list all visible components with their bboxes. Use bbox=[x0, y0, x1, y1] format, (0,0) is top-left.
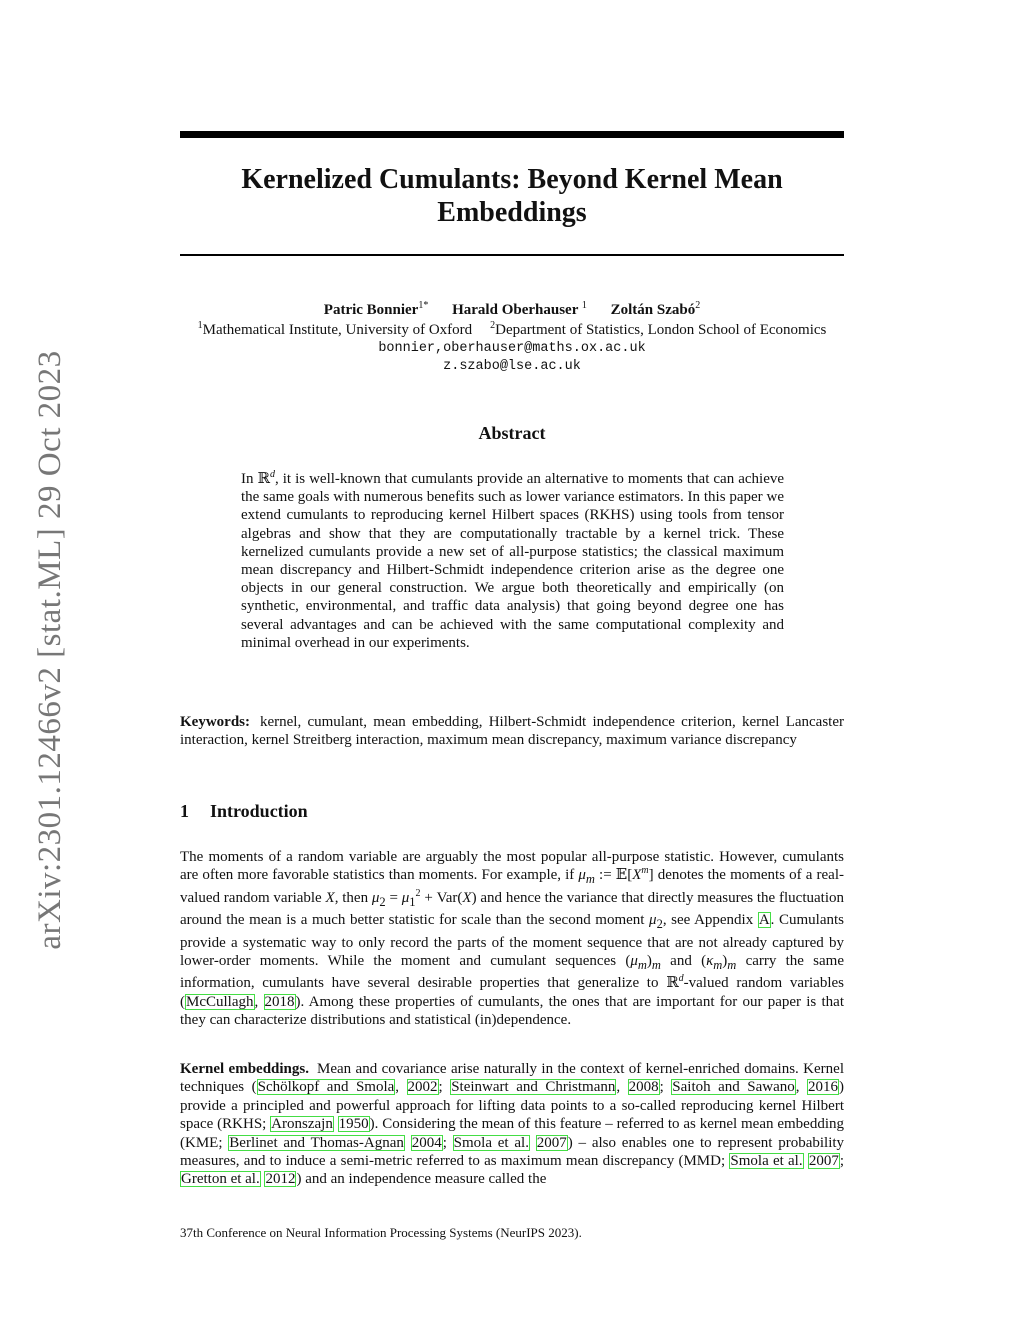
title-line-2: Embeddings bbox=[437, 197, 587, 228]
citation-steinwart-christmann[interactable]: Steinwart and Christmann bbox=[451, 1079, 616, 1096]
citation-aronszajn-year[interactable]: 1950 bbox=[338, 1116, 369, 1133]
conference-footnote: 37th Conference on Neural Information Processing Systems (NeurIPS 2023). bbox=[180, 1225, 582, 1240]
citation-appendix-a[interactable]: A bbox=[758, 912, 770, 929]
citation-mccullagh[interactable]: McCullagh bbox=[186, 993, 254, 1010]
abstract-body: In ℝ$^d$, it is well-known that cumulants provide an alternative to moments that can achieve the same goals with numerous benefits such as lower variance estimators. In this paper we extend cumulants to reproducing kernel Hilbert spaces (RKHS) using tools from tensor algebras and show that they are computationally tractable by a kernel trick. These kernelized cumulants provide a new set of all-purpose statistics; the classical maximum mean discrepancy and Hilbert-Schmidt independence criterion arise as the degree one objects in our general construction. We argue both theoretically and empirically (on synthetic, environmental, and traffic data analysis) that going beyond degree one has several advantages and can be achieved with the same computational complexity and minimal overhead in our experiments. bbox=[241, 469, 785, 651]
email-oxford[interactable]: bonnier,oberhauser@maths.ox.ac.uk bbox=[378, 341, 646, 356]
arxiv-sidebar-stamp: arXiv:2301.12466v2 [stat.ML] 29 Oct 2023 bbox=[32, 350, 68, 950]
title-bottom-rule bbox=[180, 254, 844, 256]
email-lse[interactable]: z.szabo@lse.ac.uk bbox=[443, 359, 581, 374]
citation-scholkopf-smola-year[interactable]: 2002 bbox=[407, 1079, 438, 1096]
intro-paragraph: The moments of a random variable are arguably the most popular all-purpose statistic. However, cumulants are often more favorable statistics than moments. For example, if $\mu_m$ := $𝔼[X^m]$ denotes the moments of a real-valued random variable X, then $\mu_2 = \mu_1^2 + Var(X)$ and hence the variance that directly measures the fluctuation around the mean is a much better statistic for scale than the second moment $\mu_2$, see Appendix A. Cumulants provide a systematic way to only record the parts of the moment sequence that are not already captured by lower-order moments. While the moment and cumulant sequences $(\mu_m)_m$ and $(\kappa_m)_m$ carry the same information, cumulants have several desirable properties that generalize to ℝ$^d$-valued random variables (McCullagh, 2018). Among these properties of cumulants, the ones that are important for our paper is that they can characterize distributions and statistical (in)dependence. bbox=[180, 849, 845, 1029]
citation-berlinet[interactable]: Berlinet and Thomas-Agnan bbox=[229, 1134, 404, 1151]
author-1: Patric Bonnier$^{1*}$ bbox=[323, 300, 429, 318]
title-top-rule bbox=[180, 131, 844, 138]
affiliation-2: $^2$Department of Statistics, London School of Economics bbox=[490, 320, 827, 338]
citation-saitoh-sawano[interactable]: Saitoh and Sawano bbox=[672, 1079, 795, 1096]
affiliation-1: $^1$Mathematical Institute, University of Oxford bbox=[197, 320, 473, 338]
citation-smola-et-al-2[interactable]: Smola et al. bbox=[730, 1153, 803, 1170]
citation-gretton-et-al-year[interactable]: 2012 bbox=[265, 1171, 296, 1188]
citation-mccullagh-year[interactable]: 2018 bbox=[264, 993, 295, 1010]
citation-smola-et-al[interactable]: Smola et al. bbox=[453, 1134, 529, 1151]
author-list bbox=[160, 300, 864, 320]
section-heading-introduction: 1 Introduction bbox=[180, 801, 308, 821]
citation-berlinet-year[interactable]: 2004 bbox=[411, 1134, 442, 1151]
citation-aronszajn[interactable]: Aronszajn bbox=[271, 1116, 333, 1133]
kernel-embeddings-label: Kernel embeddings. bbox=[180, 1061, 309, 1077]
paper-title bbox=[180, 163, 844, 229]
affiliations bbox=[150, 320, 874, 340]
keywords-label: Keywords: bbox=[180, 714, 250, 730]
author-2: Harald Oberhauser $^1$ bbox=[452, 300, 587, 318]
keywords bbox=[180, 713, 844, 749]
citation-scholkopf-smola[interactable]: Schölkopf and Smola bbox=[257, 1079, 395, 1096]
citation-smola-et-al-year[interactable]: 2007 bbox=[536, 1134, 567, 1151]
title-line-1: Kernelized Cumulants: Beyond Kernel Mean bbox=[241, 164, 783, 195]
abstract-heading: Abstract bbox=[478, 423, 546, 443]
citation-steinwart-christmann-year[interactable]: 2008 bbox=[628, 1079, 659, 1096]
citation-gretton-et-al[interactable]: Gretton et al. bbox=[181, 1171, 260, 1188]
citation-saitoh-sawano-year[interactable]: 2016 bbox=[808, 1079, 839, 1096]
author-3: Zoltán Szabó$^2$ bbox=[610, 300, 701, 318]
keywords-text: kernel, cumulant, mean embedding, Hilbert-Schmidt independence criterion, kernel Lancaster interaction, kernel Streitberg interaction, maximum mean discrepancy, maximum variance discrepancy bbox=[180, 714, 844, 749]
kernel-embeddings-paragraph: Kernel embeddings. Mean and covariance arise naturally in the context of kernel-enriched domains. Kernel techniques (Schölkopf and Smola, 2002; Steinwart and Christmann, 2008; Saitoh and Sawano, 2016) provide a principled and powerful approach for lifting data points to a so-called reproducing kernel Hilbert space (RKHS; Aronszajn 1950). Considering the mean of this feature – referred to as kernel mean embedding (KME; Berlinet and Thomas-Agnan 2004; Smola et al. 2007) – also enables one to represent probability measures, and to induce a semi-metric referred to as maximum mean discrepancy (MMD; Smola et al. 2007; Gretton et al. 2012) and an independence measure called the bbox=[180, 1061, 845, 1188]
citation-smola-et-al-2-year[interactable]: 2007 bbox=[808, 1153, 839, 1170]
